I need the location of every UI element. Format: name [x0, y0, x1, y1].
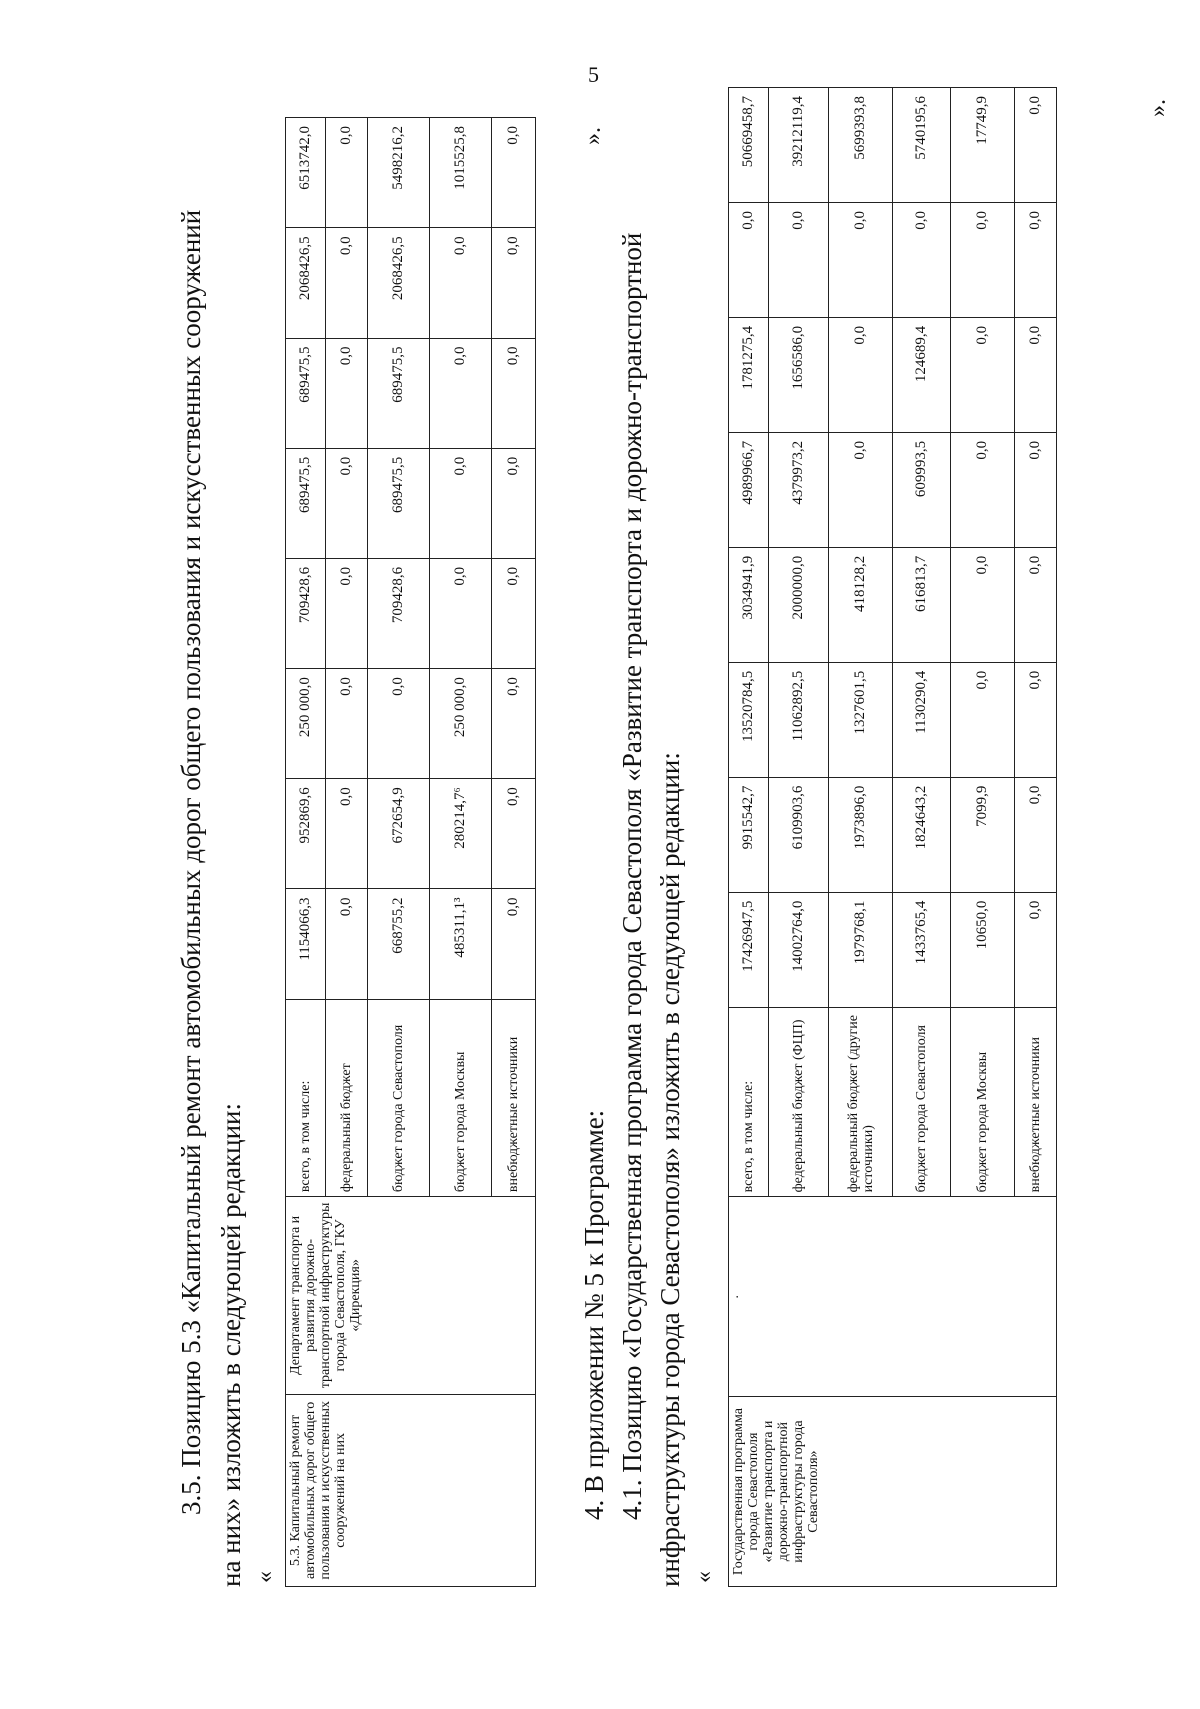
value-cell: 668755,2: [368, 889, 430, 999]
value-cell: 0,0: [1015, 777, 1057, 892]
value-cell: 0,0: [326, 889, 368, 999]
funding-source-cell: всего, в том числе:: [729, 1007, 769, 1197]
responsible-cell: Департамент транспорта и развития дорожно-транспортной инфраструктуры города Севастополя, ГКУ «Дирекция»: [286, 1197, 536, 1395]
page-number: 5: [588, 62, 599, 87]
table-position-53: [285, 117, 536, 1587]
section-4-line2: инфраструктуры города Севастополя» изложить в следующей редакции:: [655, 752, 685, 1587]
value-cell: 0,0: [729, 203, 769, 318]
value-cell: 0,0: [326, 118, 368, 228]
funding-source-cell: бюджет города Севастополя: [368, 999, 430, 1197]
value-cell: 10650,0: [951, 892, 1015, 1007]
value-cell: 0,0: [326, 779, 368, 889]
item-name-cell: Государственная программа города Севастополя «Развитие транспорта и дорожно-транспортной инфраструктуры города Севастополя»: [729, 1397, 1057, 1587]
value-cell: 952869,6: [286, 779, 326, 889]
funding-source-cell: бюджет города Севастополя: [893, 1007, 951, 1197]
value-cell: 616813,7: [893, 547, 951, 662]
value-cell: 17426947,5: [729, 892, 769, 1007]
table-row: [729, 88, 769, 1587]
value-cell: 0,0: [1015, 892, 1057, 1007]
value-cell: 14002764,0: [769, 892, 829, 1007]
section-35-close-quote: ».: [580, 127, 606, 145]
section-35-open-quote: «: [252, 1571, 278, 1583]
value-cell: 1781275,4: [729, 317, 769, 432]
value-cell: 0,0: [1015, 662, 1057, 777]
funding-source-cell: бюджет города Москвы: [430, 999, 492, 1197]
section-35-line1: 3.5. Позицию 5.3 «Капитальный ремонт автомобильных дорог общего пользования и искусственных сооружений: [176, 209, 206, 1515]
value-cell: 0,0: [430, 558, 492, 668]
value-cell: 2068426,5: [286, 228, 326, 338]
funding-source-cell: бюджет города Москвы: [951, 1007, 1015, 1197]
funding-source-cell: внебюджетные источники: [1015, 1007, 1057, 1197]
value-cell: 4379973,2: [769, 432, 829, 547]
value-cell: 0,0: [492, 889, 536, 999]
section-4-open-quote: «: [691, 1571, 717, 1583]
value-cell: 7099,9: [951, 777, 1015, 892]
value-cell: 50669458,7: [729, 88, 769, 203]
value-cell: 0,0: [430, 448, 492, 558]
value-cell: 0,0: [492, 558, 536, 668]
value-cell: 0,0: [326, 558, 368, 668]
value-cell: 3034941,9: [729, 547, 769, 662]
value-cell: 280214,7⁶: [430, 779, 492, 889]
value-cell: 0,0: [1015, 203, 1057, 318]
value-cell: 1130290,4: [893, 662, 951, 777]
value-cell: 0,0: [951, 432, 1015, 547]
value-cell: 0,0: [1015, 547, 1057, 662]
value-cell: 5740195,6: [893, 88, 951, 203]
value-cell: 0,0: [326, 228, 368, 338]
value-cell: 13520784,5: [729, 662, 769, 777]
value-cell: 0,0: [368, 669, 430, 779]
value-cell: 0,0: [430, 228, 492, 338]
value-cell: 0,0: [492, 118, 536, 228]
value-cell: 4989966,7: [729, 432, 769, 547]
section-4-line1: 4.1. Позицию «Государственная программа города Севастополя «Развитие транспорта и дорожно-транспортной: [617, 232, 647, 1520]
value-cell: 250 000,0: [430, 669, 492, 779]
value-cell: 0,0: [326, 338, 368, 448]
value-cell: 0,0: [326, 448, 368, 558]
item-name-cell: 5.3. Капитальный ремонт автомобильных дорог общего пользования и искусственных сооружений на них: [286, 1394, 536, 1586]
value-cell: 0,0: [430, 338, 492, 448]
value-cell: 0,0: [951, 662, 1015, 777]
value-cell: 689475,5: [368, 338, 430, 448]
value-cell: 1656586,0: [769, 317, 829, 432]
value-cell: 9915542,7: [729, 777, 769, 892]
value-cell: 609993,5: [893, 432, 951, 547]
funding-source-cell: федеральный бюджет (другие источники): [829, 1007, 893, 1197]
value-cell: 0,0: [829, 432, 893, 547]
value-cell: 1154066,3: [286, 889, 326, 999]
section-4-close-quote: ».: [1145, 99, 1171, 117]
table-row: [286, 118, 326, 1587]
value-cell: 0,0: [951, 203, 1015, 318]
value-cell: 0,0: [1015, 88, 1057, 203]
value-cell: 418128,2: [829, 547, 893, 662]
value-cell: 1973896,0: [829, 777, 893, 892]
value-cell: 0,0: [492, 338, 536, 448]
value-cell: 709428,6: [368, 558, 430, 668]
value-cell: 11062892,5: [769, 662, 829, 777]
section-4-heading: 4. В приложении № 5 к Программе:: [579, 1109, 609, 1520]
value-cell: 124689,4: [893, 317, 951, 432]
value-cell: 0,0: [492, 779, 536, 889]
value-cell: 0,0: [492, 228, 536, 338]
value-cell: 1327601,5: [829, 662, 893, 777]
value-cell: 1433765,4: [893, 892, 951, 1007]
value-cell: 0,0: [829, 317, 893, 432]
value-cell: 1979768,1: [829, 892, 893, 1007]
value-cell: 0,0: [1015, 317, 1057, 432]
value-cell: 1824643,2: [893, 777, 951, 892]
rotated-page-content: [40, 85, 1190, 1645]
value-cell: 0,0: [326, 669, 368, 779]
value-cell: 250 000,0: [286, 669, 326, 779]
value-cell: 689475,5: [286, 448, 326, 558]
value-cell: 2068426,5: [368, 228, 430, 338]
value-cell: 689475,5: [286, 338, 326, 448]
value-cell: 0,0: [1015, 432, 1057, 547]
value-cell: 6513742,0: [286, 118, 326, 228]
funding-source-cell: федеральный бюджет (ФЦП): [769, 1007, 829, 1197]
responsible-cell: ·: [729, 1197, 1057, 1397]
value-cell: 709428,6: [286, 558, 326, 668]
value-cell: 6109903,6: [769, 777, 829, 892]
funding-source-cell: всего, в том числе:: [286, 999, 326, 1197]
value-cell: 0,0: [769, 203, 829, 318]
funding-source-cell: федеральный бюджет: [326, 999, 368, 1197]
value-cell: 5498216,2: [368, 118, 430, 228]
funding-source-cell: внебюджетные источники: [492, 999, 536, 1197]
value-cell: 2000000,0: [769, 547, 829, 662]
value-cell: 689475,5: [368, 448, 430, 558]
value-cell: 485311,1³: [430, 889, 492, 999]
value-cell: 0,0: [492, 448, 536, 558]
value-cell: 0,0: [951, 317, 1015, 432]
value-cell: 0,0: [492, 669, 536, 779]
value-cell: 17749,9: [951, 88, 1015, 203]
value-cell: 0,0: [829, 203, 893, 318]
section-35-line2: на них» изложить в следующей редакции:: [216, 1103, 246, 1587]
value-cell: 0,0: [893, 203, 951, 318]
value-cell: 672654,9: [368, 779, 430, 889]
value-cell: 5699393,8: [829, 88, 893, 203]
value-cell: 0,0: [951, 547, 1015, 662]
value-cell: 1015525,8: [430, 118, 492, 228]
value-cell: 39212119,4: [769, 88, 829, 203]
table-state-program: [728, 87, 1057, 1587]
